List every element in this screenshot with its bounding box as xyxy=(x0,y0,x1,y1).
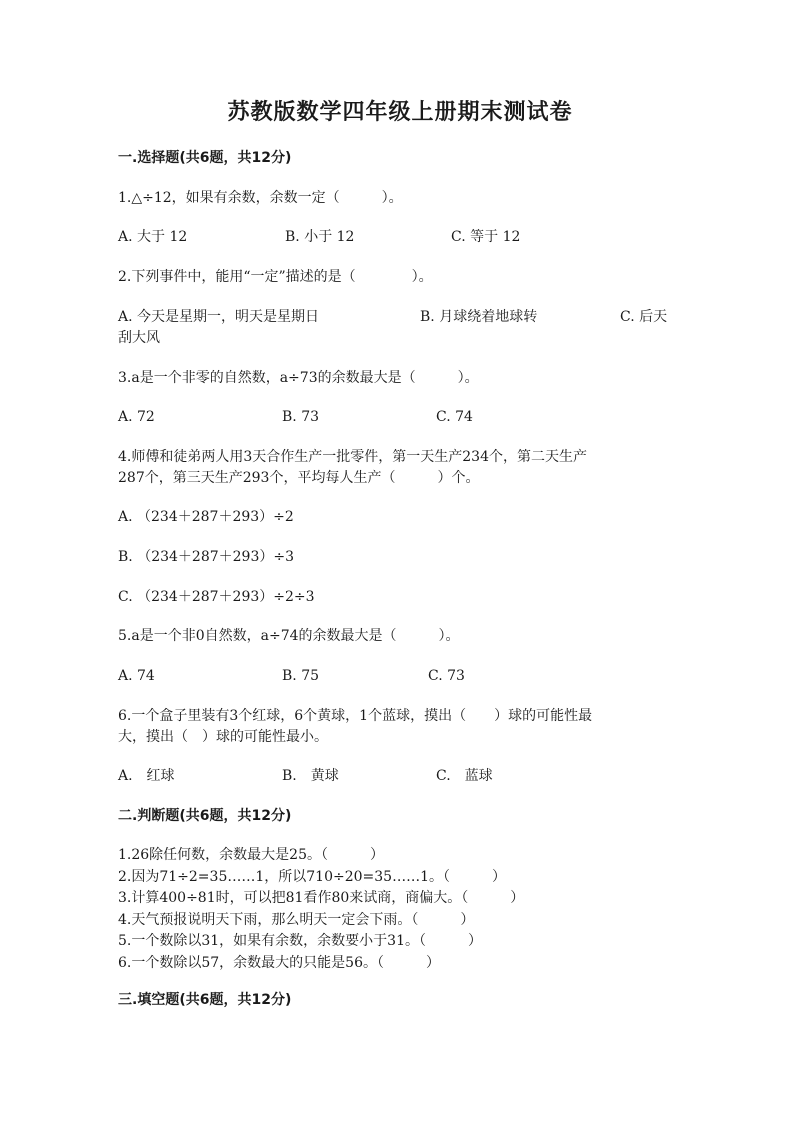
question-2-stem: 2.下列事件中，能用“一定”描述的是（ ）。 xyxy=(118,269,433,285)
option-c: C. 73 xyxy=(428,668,465,684)
option-a: A. 72 xyxy=(118,409,155,425)
question-5-stem: 5.a是一个非0自然数，a÷74的余数最大是（ ）。 xyxy=(118,628,460,644)
option-b: B. 小于 12 xyxy=(285,229,355,245)
question-4-stem-line1: 4.师傅和徒弟两人用3天合作生产一批零件，第一天生产234个，第二天生产 xyxy=(118,449,587,465)
option-c: C. 等于 12 xyxy=(451,229,521,245)
option-a: A. 大于 12 xyxy=(118,229,188,245)
page-title: 苏教版数学四年级上册期末测试卷 xyxy=(227,99,573,125)
question-6-stem-line2: 大，摸出（ ）球的可能性最小。 xyxy=(118,729,328,745)
list-item: 1.26除任何数，余数最大是25。（ ） xyxy=(118,847,384,863)
list-item: 2.因为71÷2=35……1，所以710÷20=35……1。（ ） xyxy=(118,868,506,885)
section-heading-fill: 三.填空题(共6题，共12分) xyxy=(118,992,292,1008)
judge-question-list xyxy=(118,845,524,975)
option-b: B. 黄球 xyxy=(282,768,339,784)
question-1-stem: 1.△÷12，如果有余数，余数一定（ ）。 xyxy=(118,190,403,206)
question-6-stem-line1: 6.一个盒子里装有3个红球，6个黄球，1个蓝球，摸出（ ）球的可能性最 xyxy=(118,708,593,724)
question-4-option-b: B. （234＋287＋293）÷3 xyxy=(118,549,294,565)
option-a: A. 74 xyxy=(118,668,155,684)
list-item: 3.计算400÷81时，可以把81看作80来试商，商偏大。（ ） xyxy=(118,890,525,907)
option-b: B. 73 xyxy=(282,409,320,425)
option-a: A. 红球 xyxy=(118,768,175,784)
option-c: C. 74 xyxy=(436,409,473,425)
list-item: 6.一个数除以57，余数最大的只能是56。（ ） xyxy=(118,954,440,971)
question-2-option-c-continued: 刮大风 xyxy=(118,330,160,346)
option-b: B. 75 xyxy=(282,668,320,684)
list-item: 5.一个数除以31，如果有余数，余数要小于31。（ ） xyxy=(118,933,482,950)
option-c: C. 后天 xyxy=(620,309,668,325)
question-3-stem: 3.a是一个非零的自然数，a÷73的余数最大是（ ）。 xyxy=(118,370,479,386)
option-b: B. 月球绕着地球转 xyxy=(420,309,538,325)
option-c: C. 蓝球 xyxy=(436,768,493,784)
section-heading-choice: 一.选择题(共6题，共12分) xyxy=(118,150,292,166)
section-heading-judge: 二.判断题(共6题，共12分) xyxy=(118,808,292,824)
option-a: A. 今天是星期一，明天是星期日 xyxy=(118,309,320,325)
list-item: 4.天气预报说明天下雨，那么明天一定会下雨。（ ） xyxy=(118,911,475,928)
question-4-stem-line2: 287个，第三天生产293个，平均每人生产（ ）个。 xyxy=(118,470,480,486)
question-4-option-c: C. （234＋287＋293）÷2÷3 xyxy=(118,589,315,605)
question-4-option-a: A. （234＋287＋293）÷2 xyxy=(118,509,294,525)
